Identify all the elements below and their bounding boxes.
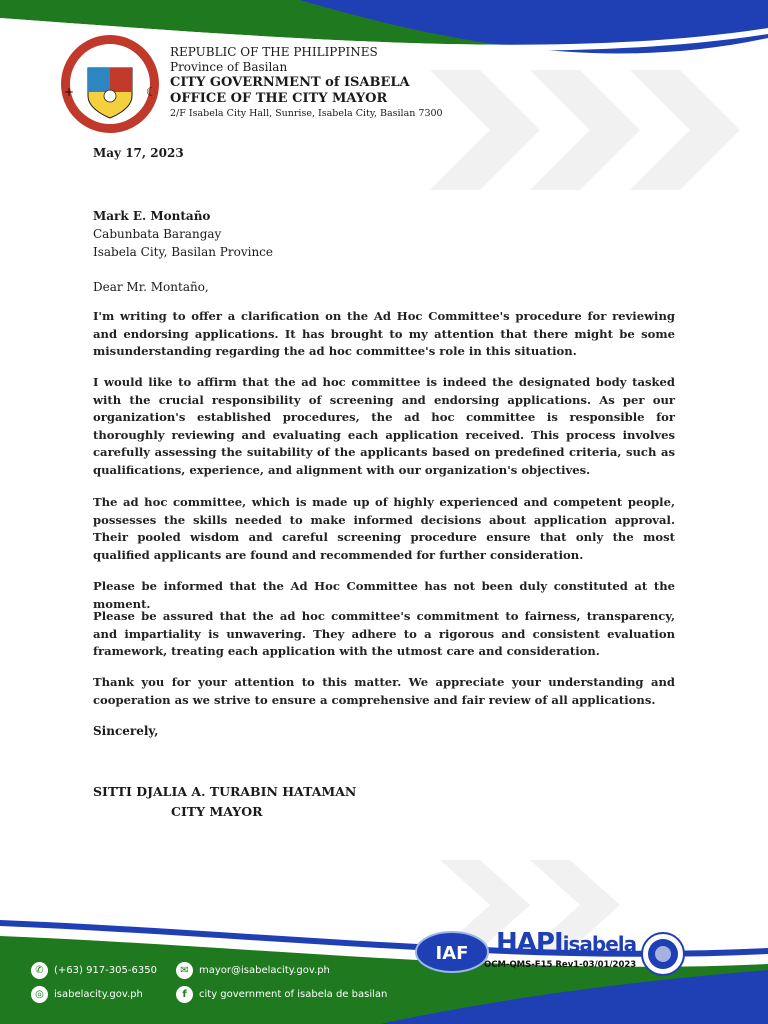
city-seal-icon (60, 34, 160, 134)
paragraph-1: I'm writing to offer a clarification on the Ad Hoc Committee's procedure for reviewing and endorsing applications. It has brought to my attention that there might be some misunderstanding regarding the ad hoc committee's role in this situation. (93, 309, 675, 359)
header-province: Province of Basilan (170, 60, 288, 74)
svg-text:☾: ☾ (146, 85, 157, 99)
contact-email (176, 962, 330, 979)
recipient-barangay: Cabunbata Barangay (93, 227, 222, 241)
signatory-title: CITY MAYOR (171, 804, 263, 819)
iaf-label: IAF (435, 943, 469, 964)
watermark-pattern-top (420, 60, 768, 200)
header-city-government: CITY GOVERNMENT of ISABELA (170, 75, 410, 90)
document-code: OCM-QMS-F15 Rev1-03/01/2023 (484, 960, 637, 970)
contact-phone (31, 962, 157, 979)
hapi-isabela-logo (496, 928, 636, 958)
header-office: OFFICE OF THE CITY MAYOR (170, 91, 388, 107)
recipient-city: Isabela City, Basilan Province (93, 245, 274, 259)
globe-icon: ◎ (31, 986, 48, 1003)
hapi-isabela-text: isabela (562, 932, 637, 956)
header-address: 2/F Isabela City Hall, Sunrise, Isabela City, Basilan 7300 (170, 107, 443, 119)
paragraph-6: Thank you for your attention to this matter. We appreciate your understanding and cooperation as we strive to ensure a comprehensive and fair review of all applications. (93, 675, 675, 707)
paragraph-2: I would like to affirm that the ad hoc committee is indeed the designated body tasked with the crucial responsibility of screening and endorsing applications. As per our organization's established procedures, the ad hoc committee is responsible for thoroughly reviewing and evaluating each application received. This process involves carefully assessing the suitability of the applicants based on predefined criteria, such as qualifications, experience, and alignment with our organization's objectives. (93, 375, 675, 478)
email-icon: ✉ (176, 962, 193, 979)
svg-text:+: + (64, 85, 75, 99)
iaf-logo-icon (414, 930, 490, 974)
closing: Sincerely, (93, 724, 159, 738)
phone-number: (+63) 917-305-6350 (54, 965, 157, 976)
paragraph-4: Please be informed that the Ad Hoc Committee has not been duly constituted at the moment. (93, 579, 675, 611)
facebook-icon: f (176, 986, 193, 1003)
facebook-name: city government of isabela de basilan (199, 989, 388, 1000)
addressee-block (93, 207, 273, 261)
paragraph-3: The ad hoc committee, which is made up of highly experienced and competent people, possesses the skills needed to make informed decisions about application approval. Their pooled wisdom and careful screening procedure ensure that only the most qualified applicants are found and recommended for further consideration. (93, 495, 675, 562)
paragraph-5: Please be assured that the ad hoc committee's commitment to fairness, transparency, and impartiality is unwavering. They adhere to a rigorous and consistent evaluation framework, treating each application with the utmost care and consideration. (93, 609, 675, 659)
salutation: Dear Mr. Montaño, (93, 280, 209, 294)
email-address: mayor@isabelacity.gov.ph (199, 965, 330, 976)
recipient-name: Mark E. Montaño (93, 209, 211, 223)
letter-date: May 17, 2023 (93, 146, 184, 160)
signatory-name: SITTI DJALIA A. TURABIN HATAMAN (93, 784, 357, 799)
header-country: REPUBLIC OF THE PHILIPPINES (170, 45, 378, 59)
phone-icon: ✆ (31, 962, 48, 979)
website-url: isabelacity.gov.ph (54, 989, 143, 1000)
letterhead (170, 45, 443, 119)
contact-website (31, 986, 143, 1003)
certification-seal-icon (641, 932, 685, 976)
hapi-text: HAPI (496, 928, 563, 958)
contact-facebook (176, 986, 387, 1003)
